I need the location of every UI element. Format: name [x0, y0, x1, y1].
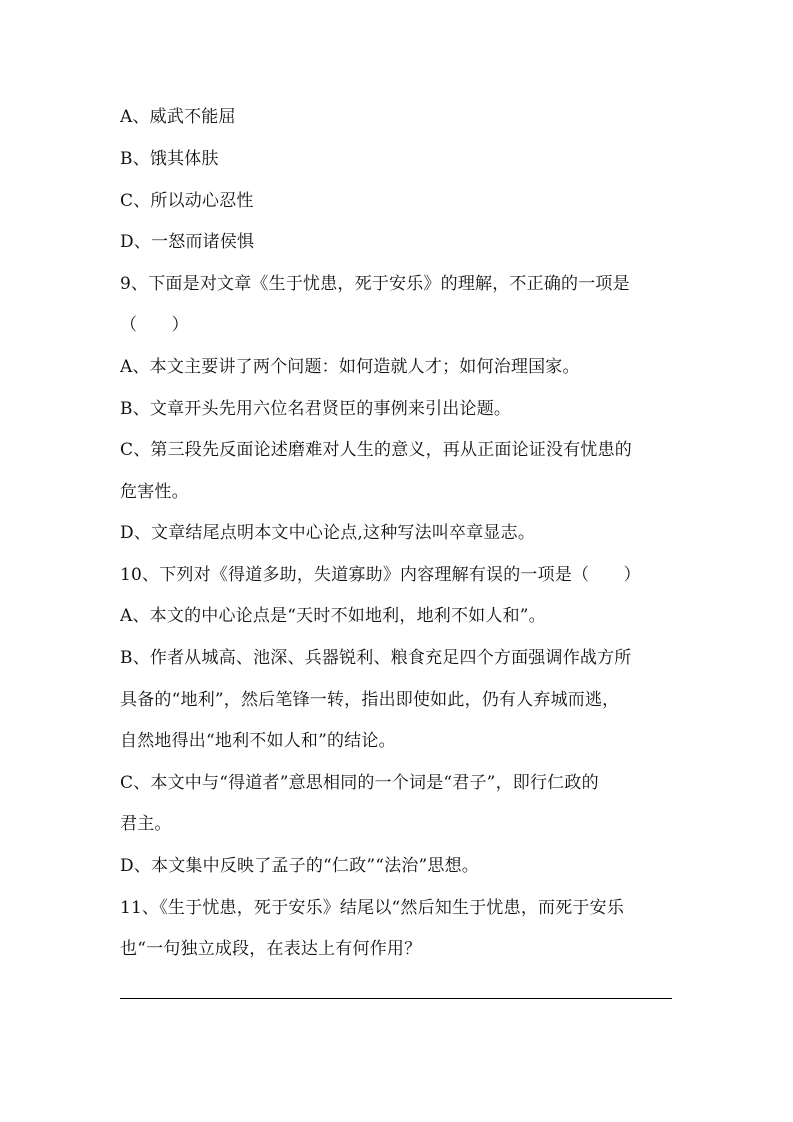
question-9-blank: （ ） [120, 315, 189, 335]
option-c-q10-line2: 君主。 [120, 814, 172, 834]
option-d-q8: D、一怒而诸侯惧 [120, 232, 255, 252]
option-a-q8: A、威武不能屈 [120, 107, 236, 127]
question-11-stem-line2: 也“一句独立成段，在表达上有何作用？ [120, 939, 422, 959]
option-d-q10: D、本文集中反映了孟子的“仁政”“法治”思想。 [120, 856, 479, 876]
option-b-q10-line3: 自然地得出“地利不如人和”的结论。 [120, 731, 396, 751]
option-b-q9: B、文章开头先用六位名君贤臣的事例来引出论题。 [120, 399, 512, 419]
option-b-q10-line2: 具备的“地利”，然后笔锋一转，指出即使如此，仍有人弃城而逃， [120, 690, 620, 710]
option-c-q9-line2: 危害性。 [120, 482, 189, 502]
option-c-q9-line1: C、第三段先反面论述磨难对人生的意义，再从正面论证没有忧患的 [120, 440, 633, 460]
answer-underline [120, 998, 672, 999]
option-d-q9: D、文章结尾点明本文中心论点,这种写法叫卒章显志。 [120, 523, 536, 543]
option-b-q8: B、饿其体肤 [120, 149, 219, 169]
question-11-stem-line1: 11、《生于忧患，死于安乐》结尾以“然后知生于忧患，而死于安乐 [120, 898, 625, 918]
question-10-stem: 10、下列对《得道多助，失道寡助》内容理解有误的一项是（ ） [120, 565, 641, 585]
option-b-q10-line1: B、作者从城高、池深、兵器锐利、粮食充足四个方面强调作战方所 [120, 648, 632, 668]
option-c-q8: C、所以动心忍性 [120, 191, 254, 211]
option-c-q10-line1: C、本文中与“得道者”意思相同的一个词是“君子”，即行仁政的 [120, 773, 599, 793]
question-9-stem: 9、下面是对文章《生于忧患，死于安乐》的理解，不正确的一项是 [120, 274, 630, 294]
option-a-q9: A、本文主要讲了两个问题：如何造就人才；如何治理国家。 [120, 357, 580, 377]
option-a-q10: A、本文的中心论点是“天时不如地利，地利不如人和”。 [120, 606, 546, 626]
